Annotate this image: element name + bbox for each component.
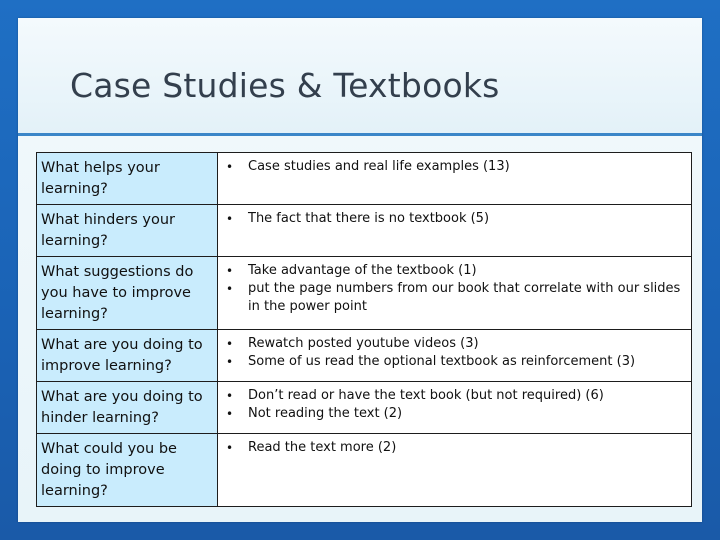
answer-list (226, 262, 683, 316)
title-divider (18, 133, 702, 136)
table-row (37, 330, 692, 382)
answer-cell (218, 330, 692, 382)
bullet-icon: • (226, 337, 234, 351)
bullet-icon: • (226, 355, 234, 369)
list-item (226, 262, 683, 280)
bullet-icon: • (226, 264, 234, 278)
answer-text: Rewatch posted youtube videos (3) (248, 336, 479, 351)
bullet-icon: • (226, 282, 234, 296)
answer-list (226, 439, 683, 457)
table-row (37, 434, 692, 507)
answer-cell (218, 205, 692, 257)
question-cell: What suggestions do you have to improve learning? (37, 257, 218, 330)
answer-list (226, 158, 683, 176)
answer-text: The fact that there is no textbook (5) (248, 211, 490, 226)
bullet-icon: • (226, 441, 234, 455)
table-row (37, 153, 692, 205)
bullet-icon: • (226, 389, 234, 403)
answer-list (226, 335, 683, 371)
answer-text: Not reading the text (2) (248, 406, 403, 421)
feedback-table (36, 152, 692, 507)
answer-list (226, 210, 683, 228)
answer-text: Don’t read or have the text book (but not required) (6) (248, 388, 604, 403)
answer-text: put the page numbers from our book that correlate with our slides in the power point (248, 281, 681, 314)
answer-cell (218, 153, 692, 205)
answer-text: Case studies and real life examples (13) (248, 159, 510, 174)
bullet-icon: • (226, 212, 234, 226)
question-cell: What could you be doing to improve learning? (37, 434, 218, 507)
list-item (226, 280, 683, 316)
list-item (226, 335, 683, 353)
bullet-icon: • (226, 407, 234, 421)
table-row (37, 257, 692, 330)
list-item (226, 210, 683, 228)
answer-cell (218, 382, 692, 434)
list-item (226, 353, 683, 371)
answer-text: Read the text more (2) (248, 440, 397, 455)
bullet-icon: • (226, 160, 234, 174)
question-cell: What helps your learning? (37, 153, 218, 205)
list-item (226, 387, 683, 405)
answer-text: Some of us read the optional textbook as reinforcement (3) (248, 354, 636, 369)
list-item (226, 158, 683, 176)
slide-title: Case Studies & Textbooks (70, 66, 500, 105)
list-item (226, 405, 683, 423)
question-cell: What are you doing to hinder learning? (37, 382, 218, 434)
question-cell: What are you doing to improve learning? (37, 330, 218, 382)
table-row (37, 382, 692, 434)
answer-list (226, 387, 683, 423)
list-item (226, 439, 683, 457)
question-cell: What hinders your learning? (37, 205, 218, 257)
answer-cell (218, 257, 692, 330)
answer-text: Take advantage of the textbook (1) (248, 263, 477, 278)
answer-cell (218, 434, 692, 507)
table-row (37, 205, 692, 257)
